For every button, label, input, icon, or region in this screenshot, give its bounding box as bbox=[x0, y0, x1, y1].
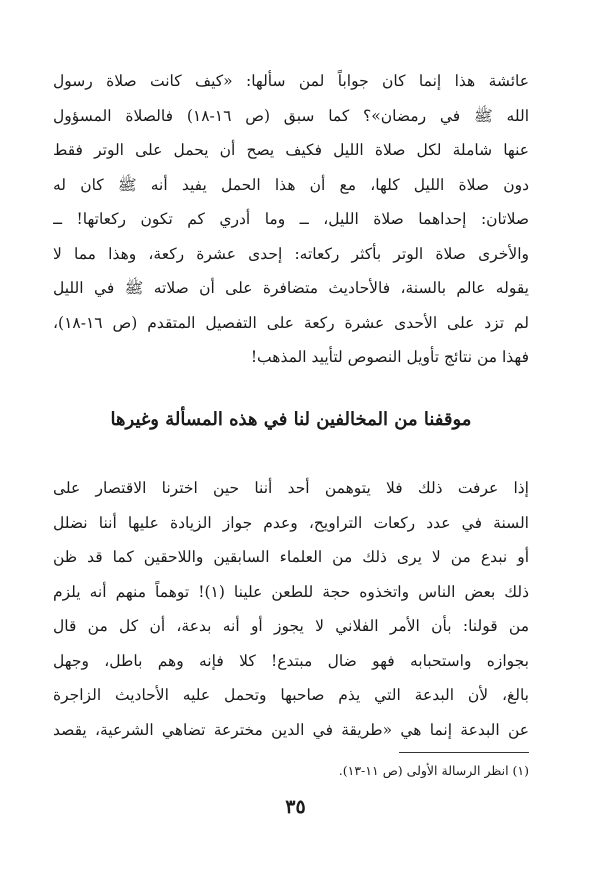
text-line: عنها شاملة لكل صلاة الليل فكيف يصح أن يحمل على الوتر فقط bbox=[53, 141, 529, 159]
text-line: بجوازه واستحبابه فهو ضال مبتدع! كلا فإنه وهم باطل، وجهل bbox=[53, 651, 529, 670]
text-line: عائشة هذا إنما كان جواباً لمن سألها: «كيف كانت صلاة رسول bbox=[53, 72, 529, 90]
text-line: يقوله عالم بالسنة، فالأحاديث متضافرة على أن صلاته ﷺ في الليل bbox=[53, 279, 529, 297]
footnote: (١) انظر الرسالة الأولى (ص ١١-١٣). bbox=[338, 763, 529, 778]
text-line: بالغ، لأن البدعة التي يذم صاحبها وتحمل عليه الأحاديث الزاجرة bbox=[53, 686, 529, 704]
section-heading: موقفنا من المخالفين لنا في هذه المسألة وغيرها bbox=[110, 409, 472, 430]
page-number: ٣٥ bbox=[285, 796, 306, 818]
paragraph-2 bbox=[53, 471, 529, 747]
text-line: صلاتان: إحداهما صلاة الليل، ــ وما أدري كم تكون ركعاتها! ــ bbox=[53, 210, 529, 228]
text-line: إذا عرفت ذلك فلا يتوهمن أحد أننا حين اخترنا الاقتصار على bbox=[53, 479, 529, 497]
text-line: السنة في عدد ركعات التراويح، وعدم جواز الزيادة عليها أننا نضلل bbox=[53, 513, 529, 532]
text-line: الله ﷺ في رمضان»؟ كما سبق (ص ١٦-١٨) فالصلاة المسؤول bbox=[53, 106, 529, 125]
text-line: من قولنا: بأن الأمر الفلاني لا يجوز أو أنه بدعة، أن كل من قال bbox=[53, 617, 529, 635]
text-line: ذلك بعض الناس واتخذوه حجة للطعن علينا (١)! توهماً منهم أنه يلزم bbox=[53, 582, 529, 601]
text-line: عن البدعة إنما هي «طريقة في الدين مخترعة تضاهي الشرعية، يقصد bbox=[53, 720, 529, 739]
paragraph-1 bbox=[53, 64, 529, 375]
text-line: أو نبدع من لا يرى ذلك من العلماء السابقين واللاحقين كما قد ظن bbox=[53, 548, 529, 566]
text-line: والأخرى صلاة الوتر بأكثر ركعاته: إحدى عشرة ركعة، وهذا مما لا bbox=[53, 244, 529, 263]
text-line: لم تزد على الأحدى عشرة ركعة على التفصيل المتقدم (ص ١٦-١٨)، bbox=[53, 313, 529, 332]
text-line: فهذا من نتائج تأويل النصوص لتأييد المذهب! bbox=[250, 348, 529, 366]
text-line: دون صلاة الليل كلها، مع أن هذا الحمل يفيد أنه ﷺ كان له bbox=[53, 175, 529, 194]
footnote-divider bbox=[399, 752, 529, 753]
